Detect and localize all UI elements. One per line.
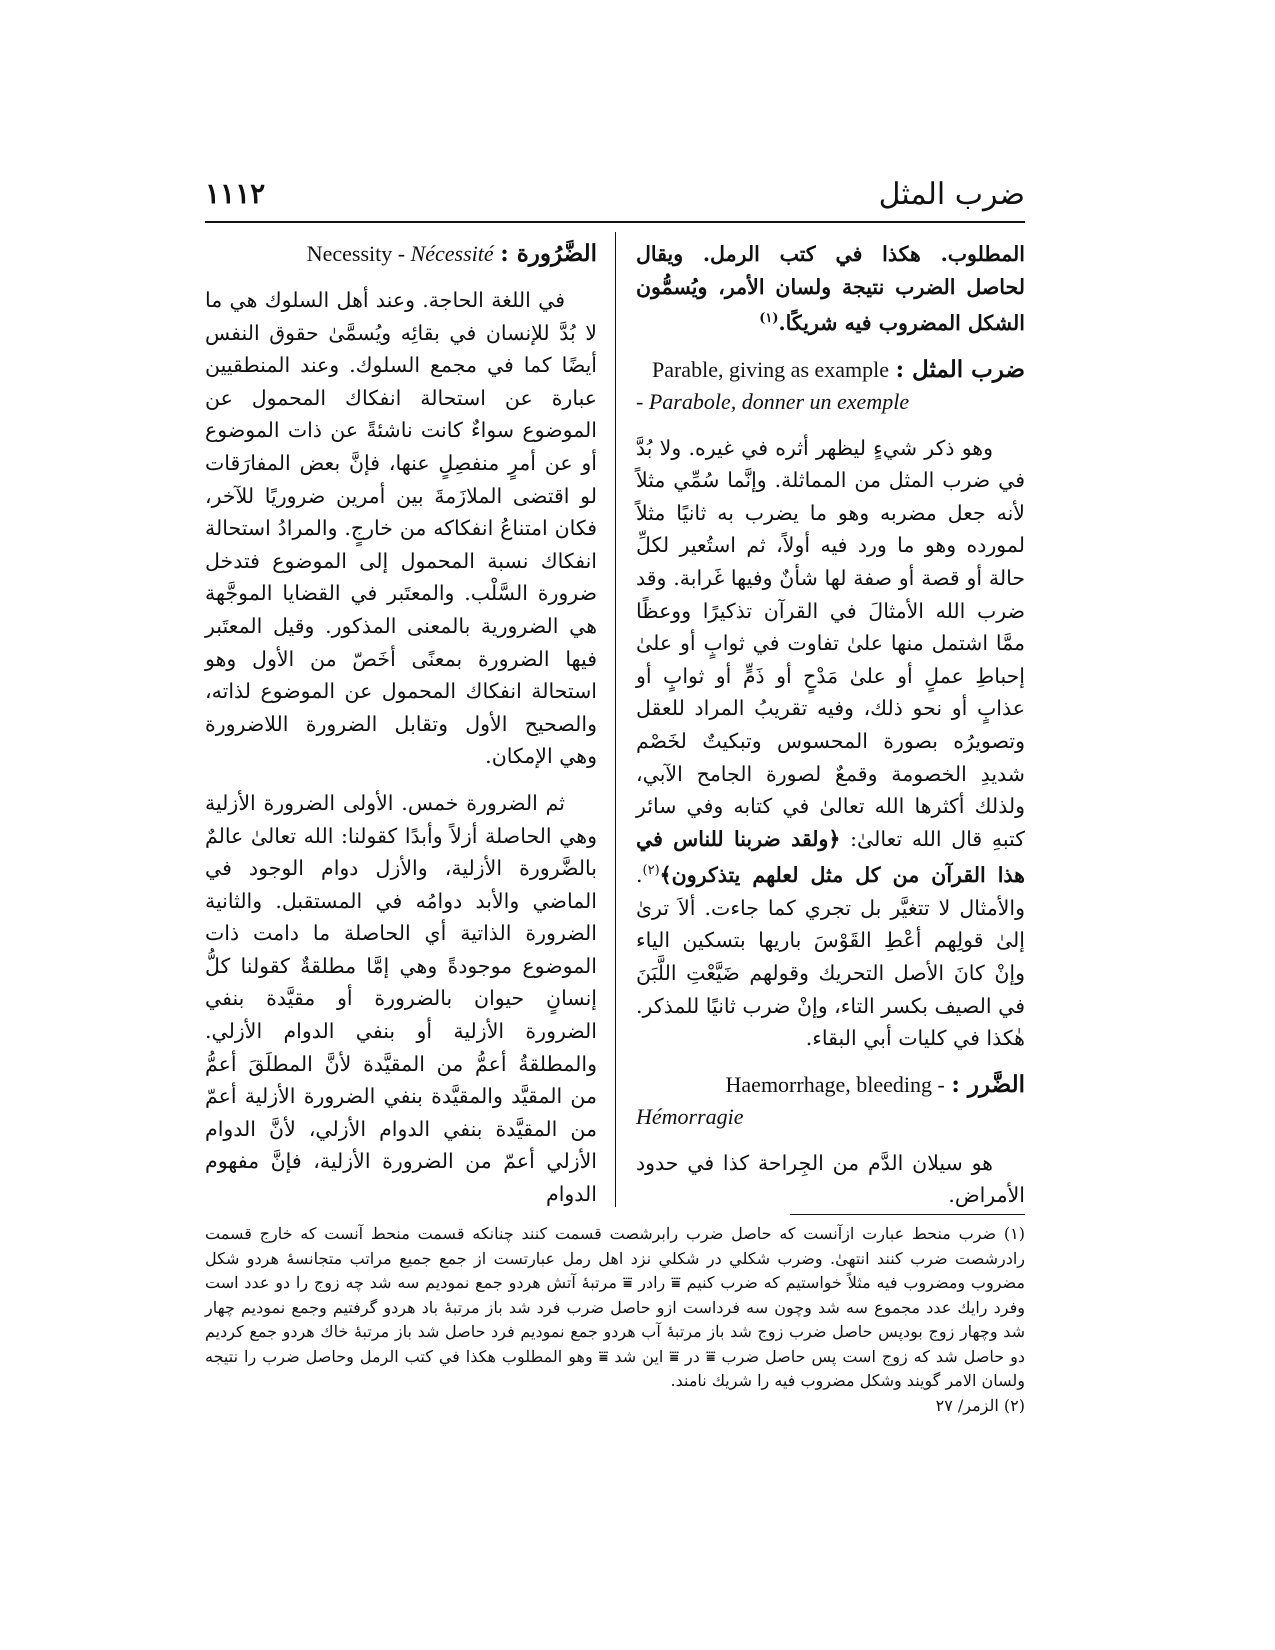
entry-translation-fr: Hémorragie	[636, 1103, 744, 1129]
entry-body-haemorrhage: هو سيلان الدَّم من الجِراحة كذا في حدود الأمراض.	[636, 1150, 1025, 1208]
continuation-paragraph	[636, 238, 1025, 340]
entry-translation-fr: - Parabole, donner un exemple	[636, 388, 910, 414]
quran-quote: ﴿ولقد ضربنا للناس في هذا القرآن من كل مثل لعلهم يتذكرون﴾	[636, 826, 1025, 888]
entry-term-necessity: الضَّرُورة :	[500, 240, 597, 267]
entry-term-haemorrhage: الضَّرر :	[951, 1070, 1025, 1098]
footnote-ref-2: (٢)	[642, 863, 660, 879]
footnote-ref-1: (١)	[759, 311, 779, 327]
entry-heading-necessity	[205, 238, 597, 270]
entry-translation-fr: Nécessité	[410, 241, 494, 266]
entry-body-parable-part2: . والأمثال لا تتغيَّر بل تجري كما جاءت. ألاَ ترىٰ إلىٰ قولِهم أعْطِ القَوْسَ باريها بتسكين الياء وإنْ كانَ الأصل التحريك وقولهم ضَيَّعْتِ اللَّبَنَ في الصيف بكسر التاء، وإنْ ضرب ثانيًا للمذكر. هٰكذا في كليات أبي البقاء.	[636, 863, 1025, 1051]
entry-body-parable-part1: وهو ذكر شيءٍ ليظهر أثره في غيره. ولا بُدَّ في ضرب المثل من المماثلة. وإنَّما سُمِّي مثلاً لأنه جعل مضربه وهو ما يضرب به ثانيًا مثلاً لمورده وهو ما ورد فيه أولاً، ثم استُعير لكلِّ حالة أو قصة أو صفة لها شأنٌ وفيها غَرابة. وقد ضرب الله الأمثالَ في القرآن تذكيرًا ووعظًا ممَّا اشتمل منها علىٰ تفاوت في ثوابٍ أو علىٰ إحباطِ عملٍ أو علىٰ مَدْحٍ أو ذَمٍّ أو ثوابٍ أو عذابٍ أو نحو ذلك، وفيه تقريبُ المراد للعقل وتصويرُه بصورة المحسوس وتبكيتٌ لخَصْم شديدِ الخصومة وقمعٌ لصورة الجامح الآبي، ولذلك أكثرها الله تعالىٰ في كتابه وفي سائر كتبهِ قال الله تعالىٰ:	[636, 435, 1025, 851]
footnote-2: (٢) الزمر/ ٢٧	[935, 1395, 1025, 1415]
footnotes	[205, 1222, 1025, 1418]
running-title: ضرب المثل	[878, 177, 1025, 212]
page-header	[205, 175, 1025, 223]
entry-term-parable: ضرب المثل :	[895, 355, 1025, 383]
column-divider	[615, 232, 616, 1207]
entry-translation-en: Parable, giving as example	[651, 356, 890, 382]
entry-translation-en: Necessity -	[306, 241, 406, 266]
continuation-text: المطلوب. هكذا في كتب الرمل. ويقال لحاصل الضرب نتيجة ولسان الأمر، ويُسمُّون الشكل المضروب فيه شريكًا.	[636, 242, 1025, 336]
entry-body-necessity-2: ثم الضرورة خمس. الأولى الضرورة الأزلية وهي الحاصلة أزلاً وأبدًا كقولنا: الله تعالىٰ عالمٌ بالضَّرورة الأزلية، والأزل دوام الوجود في الماضي والأبد دوامُه في المستقبل. والثانية الضرورة الذاتية أي الحاصلة ما دامت ذات الموضوع موجودةً وهي إمَّا مطلقةٌ كقولنا كلُّ إنسانٍ حيوان بالضرورة أو مقيَّدة بنفي الضرورة الأزلية أو بنفي الدوام الأزلي. والمطلقةُ أعمُّ من المقيَّدة لأنَّ المطلَقَ أعمُّ من المقيَّد والمقيَّدة بنفي الضرورة الأزلية أعمّ من المقيَّدة بنفي الدوام الأزلي، لأنَّ الدوام الأزلي أعمّ من الضرورة الأزلية، فإنَّ مفهوم الدوام	[205, 790, 597, 1207]
entry-heading-parable	[636, 354, 1025, 418]
entry-translation	[307, 241, 494, 266]
right-column	[636, 238, 1025, 1226]
entry-heading-haemorrhage	[636, 1069, 1025, 1133]
footnote-1: (١) ضرب منحط عبارت ازآنست كه حاصل ضرب رابرشصت قسمت كنند چنانكه قسمت منحط آنست كه خارج قسمت رادرشصت ضرب كنند انتهىٰ. وضرب شكلي در شكلي نزد اهل رمل عبارتست از جمع جميع مراتب متجانسهٔ هردو شكل مضروب ومضروب فيه مثلاً خواستيم كه ضرب كنيم ⩸ رادر ⩸ مرتبهٔ آتش هردو جمع نموديم سه شد چه زوج را دو عدد است وفرد رايك عدد مجموع سه شد وچون سه فرداست ازو حاصل ضرب فرد شد باز مرتبهٔ باد هردو گرفتيم وجمع نموديم چهار شد وچهار زوج بودپس حاصل ضرب زوج شد باز مرتبهٔ آب هردو جمع نموديم فرد حاصل شد باز مرتبهٔ خاك هردو جمع كرديم دو حاصل شد كه زوج است پس حاصل ضرب ⩸ در ⩸ اين شد ⩸ وهو المطلوب هكذا في كتب الرمل وحاصل ضرب را نتيجه ولسان الامر گويند وشكل مضروب فيه را شريك نامند.	[205, 1224, 1025, 1390]
footnote-rule	[790, 1214, 1025, 1215]
entry-body-parable	[636, 432, 1025, 1055]
entry-body-necessity-1: في اللغة الحاجة. وعند أهل السلوك هي ما لا بُدَّ للإنسان في بقائِه ويُسمَّىٰ حقوق النفس أيضًا كما في مجمع السلوك. وعند المنطقيين عبارة عن استحالة انفكاك المحمول عن الموضوع سواءٌ كانت ناشئةً عن ذات الموضوع أو عن أمرٍ منفصِلٍ عنها، فإنَّ بعض المفارَقات لو اقتضى الملازَمةَ بين أمرين ضروريًا للآخر، فكان امتناعُ انفكاكه من خارجٍ. والمرادُ استحالة انفكاك نسبة المحمول إلى الموضوع فتدخل ضرورة السَّلْب. والمعتَبر في القضايا الموجَّهة هي الضرورية بالمعنى المذكور. وقيل المعتَبر فيها الضرورة بمعنًى أخَصّ من الأول وهو استحالة انفكاك المحمول عن الموضوع لذاته، والصحيح الأول وتقابل الضرورة اللاضرورة وهي الإمكان.	[205, 288, 597, 769]
page-number: ١١١٢	[205, 177, 266, 210]
left-column	[205, 238, 597, 1225]
entry-translation-en: Haemorrhage, bleeding -	[725, 1071, 945, 1097]
